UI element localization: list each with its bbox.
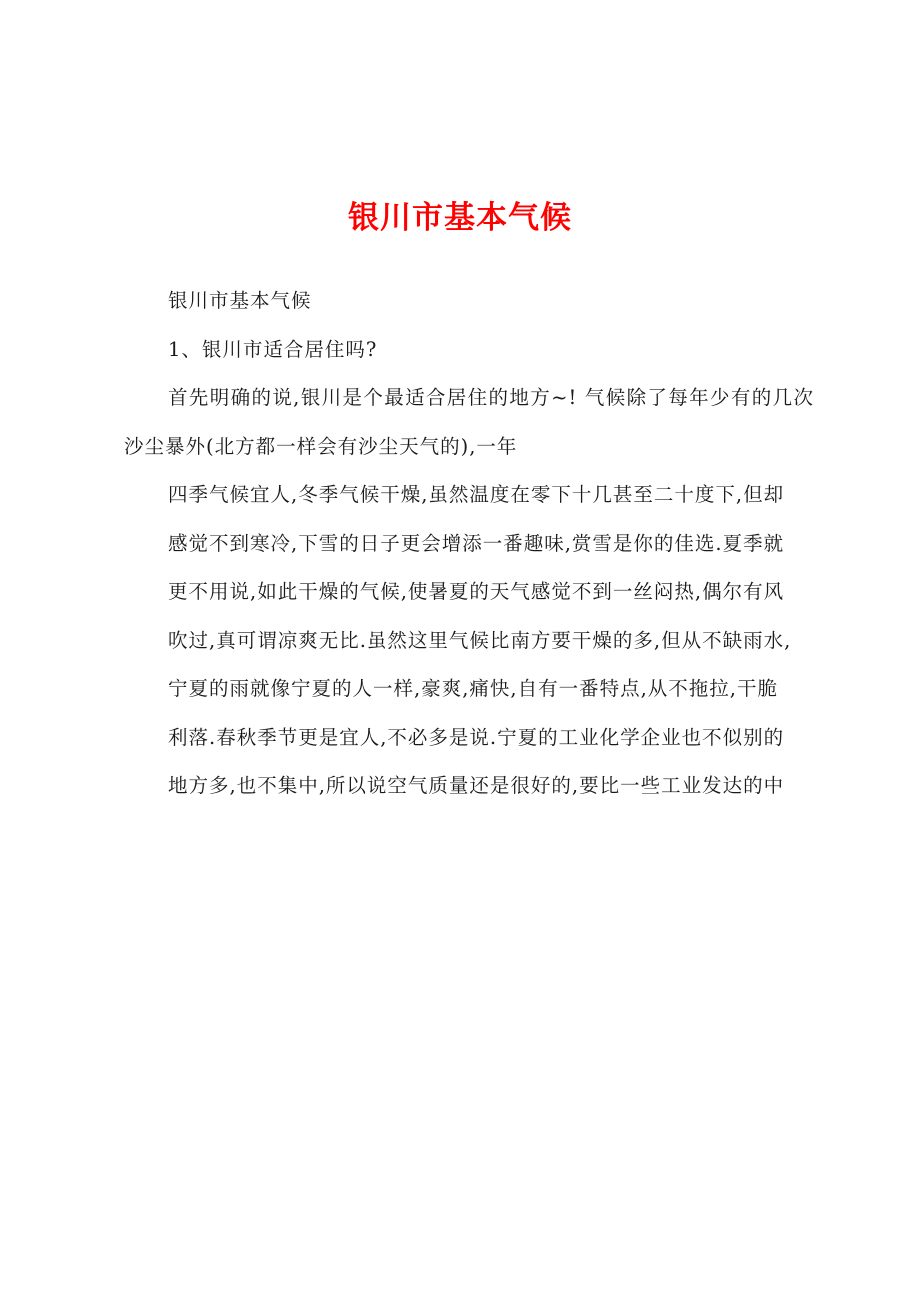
paragraph: 四季气候宜人,冬季气候干燥,虽然温度在零下十几甚至二十度下,但却 bbox=[168, 483, 785, 506]
paragraph: 更不用说,如此干燥的气候,使暑夏的天气感觉不到一丝闷热,偶尔有风 bbox=[168, 580, 785, 603]
paragraph-subtitle: 银川市基本气候 bbox=[168, 289, 312, 312]
document-title: 银川市基本气候 bbox=[348, 200, 572, 236]
paragraph: 首先明确的说,银川是个最适合居住的地方~! 气候除了每年少有的几次沙尘暴外(北方都一样会有沙尘天气的),一年 bbox=[124, 386, 814, 458]
document-body bbox=[124, 277, 814, 811]
paragraph-question: 1、银川市适合居住吗? bbox=[168, 337, 378, 361]
paragraph: 宁夏的雨就像宁夏的人一样,豪爽,痛快,自有一番特点,从不拖拉,干脆 bbox=[168, 677, 778, 700]
paragraph: 感觉不到寒冷,下雪的日子更会增添一番趣味,赏雪是你的佳选.夏季就 bbox=[168, 531, 785, 555]
paragraph: 利落.春秋季节更是宜人,不必多是说.宁夏的工业化学企业也不似别的 bbox=[168, 725, 785, 749]
paragraph: 吹过,真可谓凉爽无比.虽然这里气候比南方要干燥的多,但从不缺雨水, bbox=[168, 628, 792, 652]
paragraph: 地方多,也不集中,所以说空气质量还是很好的,要比一些工业发达的中 bbox=[168, 774, 785, 797]
